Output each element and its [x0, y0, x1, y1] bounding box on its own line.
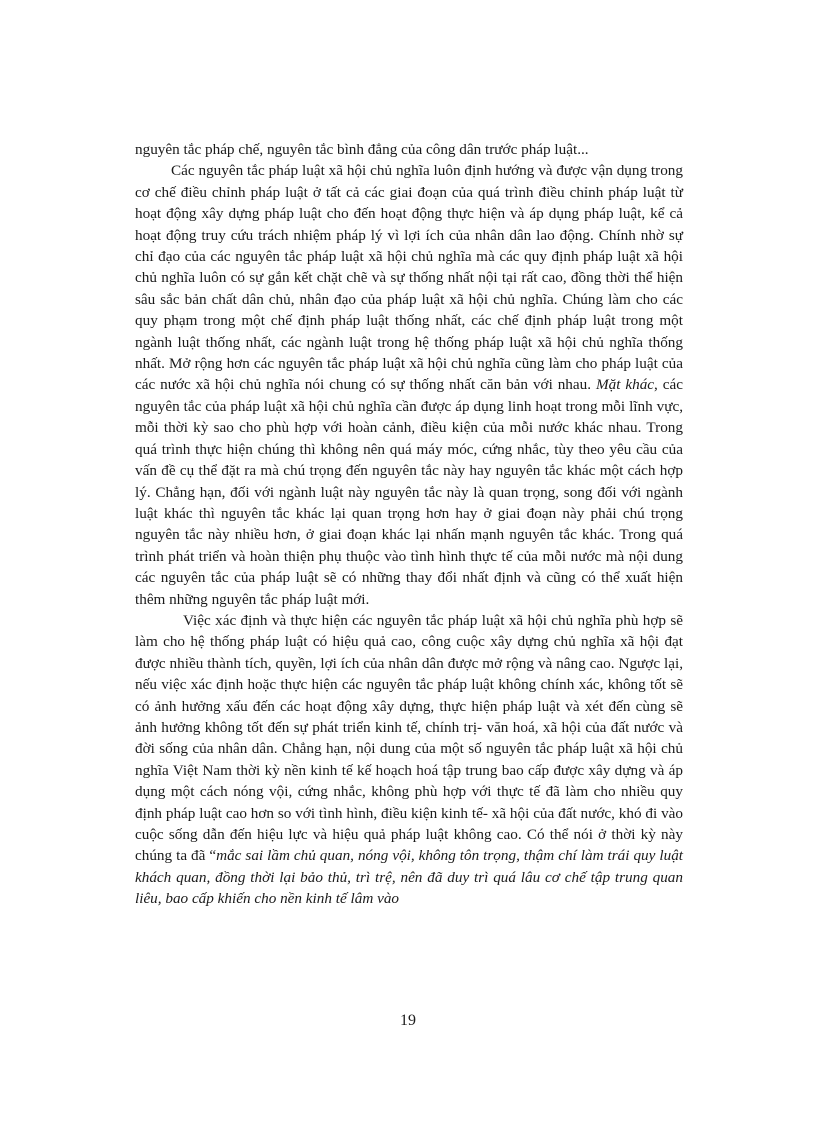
paragraph-text: Các nguyên tắc pháp luật xã hội chủ nghĩa luôn định hướng và được vận dụng trong cơ chế điều chỉnh pháp luật ở tất cả các giai đoạn của quá trình điều chỉnh pháp luật từ hoạt động xây dựng pháp luật cho đến hoạt động thực hiện và áp dụng pháp luật, kể cả hoạt động truy cứu trách nhiệm pháp lý vì lợi ích của nhân dân lao động. Chính nhờ sự chỉ đạo của các nguyên tắc pháp luật xã hội chủ nghĩa mà các quy định pháp luật xã hội chủ nghĩa luôn có sự gắn kết chặt chẽ và sự thống nhất nội tại rất cao, đồng thời thể hiện sâu sắc bản chất dân chủ, nhân đạo của pháp luật xã hội chủ nghĩa. Chúng làm cho các quy phạm trong một chế định pháp luật thống nhất, các chế định pháp luật trong một ngành luật thống nhất, các ngành luật trong hệ thống pháp luật xã hội chủ nghĩa thống nhất. Mở rộng hơn các nguyên tắc pháp luật xã hội chủ nghĩa cũng làm cho pháp luật của các nước xã hội chủ nghĩa nói chung có sự thống nhất căn bản với nhau. — [135, 162, 683, 394]
paragraph-text: , các nguyên tắc của pháp luật xã hội chủ nghĩa cần được áp dụng linh hoạt trong mỗi lĩnh vực, mỗi thời kỳ sao cho phù hợp với hoàn cảnh, điều kiện của mỗi nước khác nhau. Trong quá trình thực hiện chúng thì không nên quá máy móc, cứng nhắc, tùy theo yêu cầu của vấn đề cụ thể đặt ra mà chú trọng đến nguyên tắc này hay nguyên tắc khác một cách hợp lý. Chẳng hạn, đối với ngành luật này nguyên tắc này là quan trọng, song đối với ngành luật khác thì nguyên tắc khác lại quan trọng hơn hay ở giai đoạn này phải chú trọng nguyên tắc này nhiều hơn, ở giai đoạn khác lại nhấn mạnh nguyên tắc khác. Trong quá trình phát triển và hoàn thiện phụ thuộc vào tình hình thực tế của mỗi nước mà nội dung các nguyên tắc của pháp luật sẽ có những thay đổi nhất định và cũng có thể xuất hiện thêm những nguyên tắc pháp luật mới. — [135, 376, 683, 608]
paragraph-italic-phrase: Mặt khác — [595, 376, 655, 394]
paragraph-continuation: nguyên tắc pháp chế, nguyên tắc bình đẳng của công dân trước pháp luật... — [135, 141, 589, 158]
paragraph-italic-quote: mắc sai lầm chủ quan, nóng vội, không tôn trọng, thậm chí làm trái quy luật khách quan, đồng thời lại bảo thủ, trì trệ, nên đã duy trì quá lâu cơ chế tập trung quan liêu, bao cấp khiến cho nền kinh tế lâm vào — [135, 847, 684, 908]
paragraph-text: Việc xác định và thực hiện các nguyên tắc pháp luật xã hội chủ nghĩa phù hợp sẽ làm cho hệ thống pháp luật có hiệu quả cao, công cuộc xây dựng chủ nghĩa xã hội đạt được nhiều thành tích, quyền, lợi ích của nhân dân được mở rộng và nâng cao. Ngược lại, nếu việc xác định hoặc thực hiện các nguyên tắc pháp luật không chính xác, không tốt sẽ có ảnh hưởng xấu đến các hoạt động xây dựng, thực hiện pháp luật và xét đến cùng sẽ ảnh hưởng không tốt đến sự phát triển kinh tế, chính trị- văn hoá, xã hội của đất nước và đời sống của nhân dân. Chẳng hạn, nội dung của một số nguyên tắc pháp luật xã hội chủ nghĩa Việt Nam thời kỳ nền kinh tế kế hoạch hoá tập trung bao cấp được xây dựng và áp dụng một cách nóng vội, cứng nhắc, không phù hợp với thực tế đã làm cho nhiều quy định pháp luật cao hơn so với tình hình, điều kiện kinh tế- xã hội của đất nước, khó đi vào cuộc sống dẫn đến hiệu lực và hiệu quả pháp luật không cao. Có thể nói ở thời kỳ này chúng ta đã “ — [135, 611, 683, 865]
page-number: 19 — [400, 1012, 416, 1029]
paragraph-principles-effect — [135, 610, 683, 910]
paragraph-principles-application — [135, 160, 683, 610]
document-page — [135, 139, 683, 910]
